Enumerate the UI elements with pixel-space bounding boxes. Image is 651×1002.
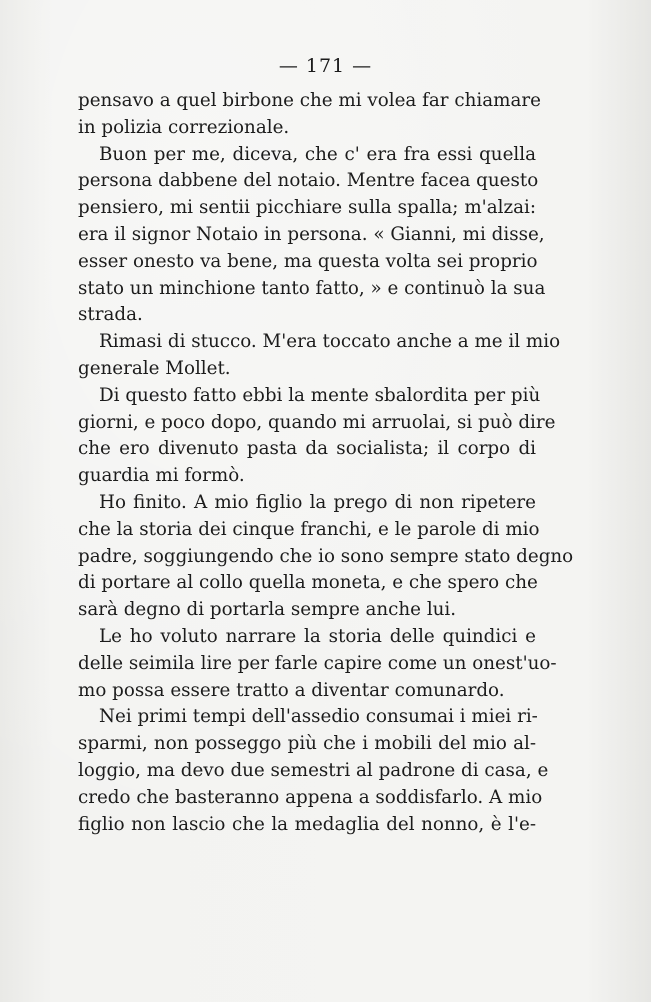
text-line: esser onesto va bene, ma questa volta sei proprio xyxy=(78,250,538,272)
text-line: persona dabbene del notaio. Mentre facea questo xyxy=(78,170,539,192)
text-line: Di questo fatto ebbi la mente sbalordita per più xyxy=(99,384,541,406)
text-line: pensavo a quel birbone che mi volea far chiamare xyxy=(78,90,541,111)
text-line: Le ho voluto narrare la storia delle quindici e xyxy=(99,625,536,647)
text-line: giorni, e poco dopo, quando mi arruolai, si può dire xyxy=(78,411,556,433)
text-line: che ero divenuto pasta da socialista; il corpo di xyxy=(78,438,536,460)
text-line: strada. xyxy=(78,304,143,326)
text-line: stato un minchione tanto fatto, » e continuò la sua xyxy=(78,277,546,299)
text-line: guardia mi formò. xyxy=(78,465,245,487)
text-line: Rimasi di stucco. M'era toccato anche a me il mio xyxy=(99,331,561,353)
text-line: padre, soggiungendo che io sono sempre stato degno xyxy=(78,545,574,567)
text-line: in polizia correzionale. xyxy=(78,116,290,138)
page-number: — 171 — xyxy=(278,55,373,77)
text-line: generale Mollet. xyxy=(78,357,231,379)
text-line: pensiero, mi sentii picchiare sulla spalla; m'alzai: xyxy=(78,197,536,219)
text-line: era il signor Notaio in persona. « Gianni, mi disse, xyxy=(78,223,545,245)
text-line: loggio, ma devo due semestri al padrone di casa, e xyxy=(78,759,549,781)
text-line: delle seimila lire per farle capire come un onest'uo- xyxy=(78,652,557,674)
text-line: Ho finito. A mio figlio la prego di non ripetere xyxy=(99,491,536,513)
text-line: di portare al collo quella moneta, e che spero che xyxy=(78,572,538,594)
text-line: Nei primi tempi dell'assedio consumai i miei ri- xyxy=(99,706,538,728)
body-text xyxy=(78,88,574,838)
text-line: sparmi, non posseggo più che i mobili del mio al- xyxy=(78,733,536,755)
text-line: sarà degno di portarla sempre anche lui. xyxy=(78,599,457,621)
text-line: mo possa essere tratto a diventar comunardo. xyxy=(78,679,505,701)
text-line: che la storia dei cinque franchi, e le parole di mio xyxy=(78,518,540,540)
text-line: figlio non lascio che la medaglia del nonno, è l'e- xyxy=(78,813,536,835)
text-line: credo che basteranno appena a soddisfarlo. A mio xyxy=(78,786,543,808)
text-line: Buon per me, diceva, che c' era fra essi quella xyxy=(99,143,536,165)
